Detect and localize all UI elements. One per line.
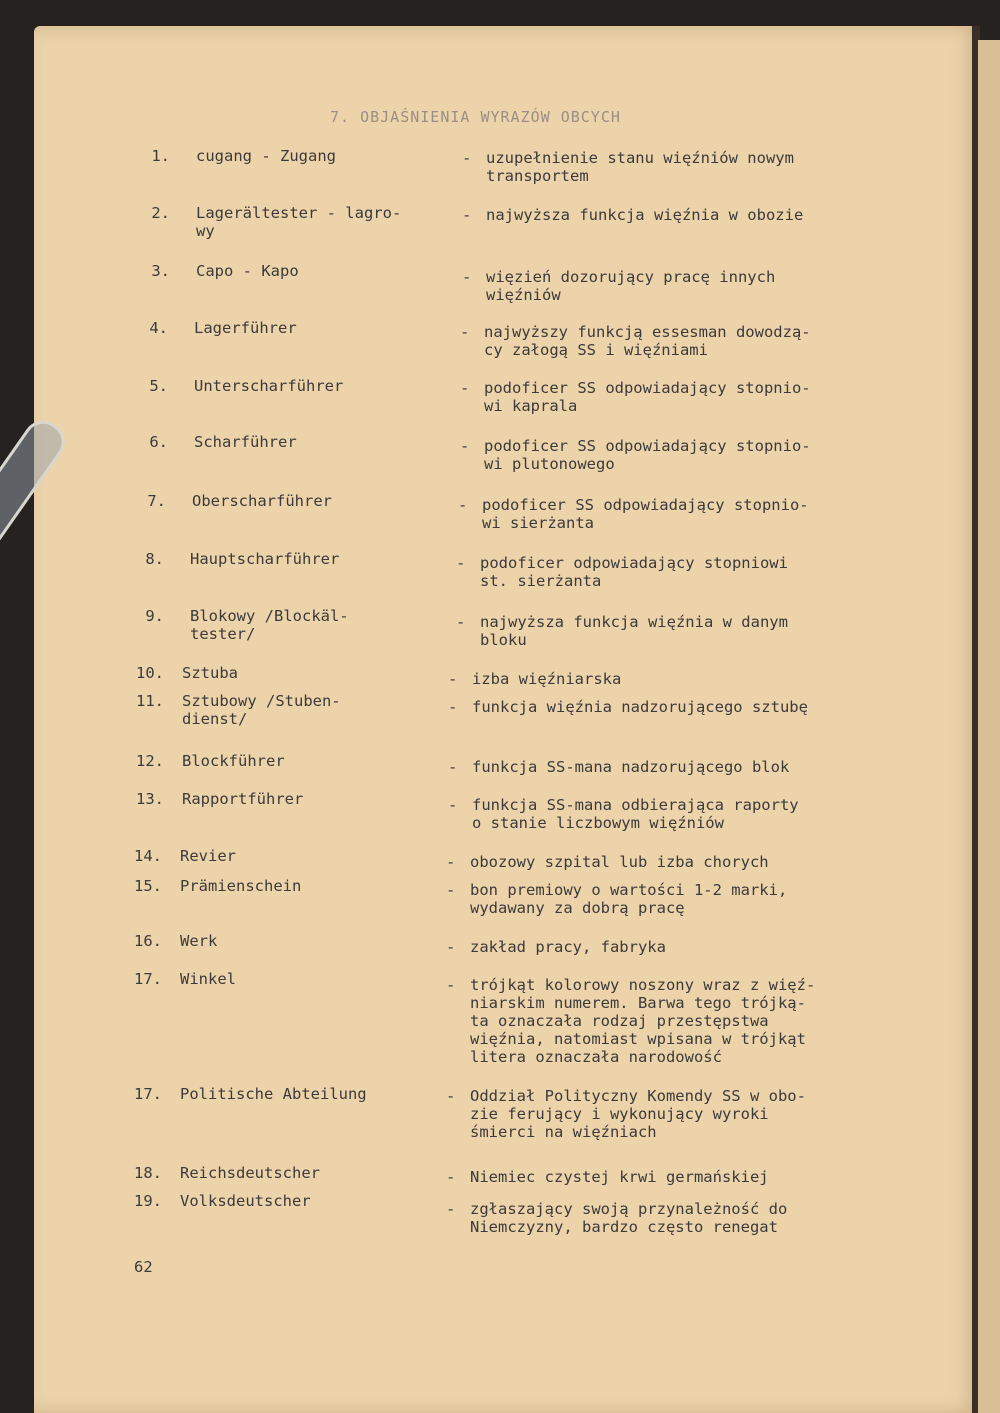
entry-definition: najwyższa funkcja więźnia w obozie: [486, 206, 804, 224]
entry-term: Revier: [180, 847, 236, 865]
entry-dash: -: [462, 268, 472, 286]
entry-term: Winkel: [180, 970, 236, 988]
entry-dash: -: [456, 554, 466, 572]
entry-number: 2.: [151, 204, 170, 222]
entry-number: 5.: [149, 377, 168, 395]
entry-dash: -: [446, 881, 456, 899]
section-title: 7. OBJAŚNIENIA WYRAZÓW OBCYCH: [330, 108, 621, 126]
entry-number: 10.: [136, 664, 164, 682]
entry-definition: podoficer SS odpowiadający stopnio- wi plutonowego: [484, 437, 811, 473]
entry-number: 13.: [136, 790, 164, 808]
entry-definition: podoficer SS odpowiadający stopnio- wi kaprala: [484, 379, 811, 415]
entry-dash: -: [446, 976, 456, 994]
entry-dash: -: [448, 698, 458, 716]
entry-number: 19.: [134, 1192, 162, 1210]
entry-number: 12.: [136, 752, 164, 770]
entry-number: 14.: [134, 847, 162, 865]
entry-term: Blokowy /Blockäl- tester/: [190, 607, 349, 643]
entry-dash: -: [460, 323, 470, 341]
entry-definition: funkcja SS-mana nadzorującego blok: [472, 758, 790, 776]
facing-page-edge: [978, 40, 1000, 1413]
entry-dash: -: [446, 1200, 456, 1218]
entry-term: Oberscharführer: [192, 492, 332, 510]
entry-term: Reichsdeutscher: [180, 1164, 320, 1182]
entry-dash: -: [460, 437, 470, 455]
entry-number: 17.: [134, 1085, 162, 1103]
entry-dash: -: [460, 379, 470, 397]
entry-number: 17.: [134, 970, 162, 988]
entry-dash: -: [458, 496, 468, 514]
entry-definition: trójkąt kolorowy noszony wraz z więź- niarskim numerem. Barwa tego trójką- ta oznaczała rodzaj przestępstwa więźnia, natomiast wpisana w trójkąt litera oznaczała narodowość: [470, 976, 816, 1066]
entry-term: Lagerältester - lagro- wy: [196, 204, 402, 240]
entry-term: Sztubowy /Stuben- dienst/: [182, 692, 341, 728]
entry-number: 9.: [145, 607, 164, 625]
entry-number: 16.: [134, 932, 162, 950]
entry-number: 4.: [149, 319, 168, 337]
entry-definition: Niemiec czystej krwi germańskiej: [470, 1168, 769, 1186]
entry-dash: -: [446, 938, 456, 956]
entry-number: 11.: [136, 692, 164, 710]
entry-term: Lagerführer: [194, 319, 297, 337]
entry-term: Scharführer: [194, 433, 297, 451]
entry-term: Blockführer: [182, 752, 285, 770]
entry-term: Rapportführer: [182, 790, 304, 808]
entry-dash: -: [446, 1168, 456, 1186]
entry-term: Werk: [180, 932, 218, 950]
entry-dash: -: [462, 149, 472, 167]
entry-dash: -: [446, 1087, 456, 1105]
entry-definition: uzupełnienie stanu więźniów nowym transportem: [486, 149, 794, 185]
entry-term: Sztuba: [182, 664, 238, 682]
entry-term: Prämienschein: [180, 877, 302, 895]
entry-definition: więzień dozorujący pracę innych więźniów: [486, 268, 776, 304]
entry-term: Hauptscharführer: [190, 550, 340, 568]
entry-dash: -: [448, 758, 458, 776]
entry-term: Unterscharführer: [194, 377, 344, 395]
entry-term: cugang - Zugang: [196, 147, 336, 165]
entry-term: Volksdeutscher: [180, 1192, 311, 1210]
entry-definition: zgłaszający swoją przynależność do Niemczyzny, bardzo często renegat: [470, 1200, 788, 1236]
page-number: 62: [134, 1258, 153, 1276]
entry-dash: -: [448, 670, 458, 688]
entry-number: 15.: [134, 877, 162, 895]
entry-definition: bon premiowy o wartości 1-2 marki, wydawany za dobrą pracę: [470, 881, 788, 917]
entry-definition: funkcja więźnia nadzorującego sztubę: [472, 698, 808, 716]
entry-definition: najwyższa funkcja więźnia w danym bloku: [480, 613, 788, 649]
entry-number: 3.: [151, 262, 170, 280]
entry-definition: obozowy szpital lub izba chorych: [470, 853, 769, 871]
entry-dash: -: [462, 206, 472, 224]
entry-definition: funkcja SS-mana odbierająca raporty o stanie liczbowym więźniów: [472, 796, 799, 832]
entry-number: 1.: [151, 147, 170, 165]
entry-dash: -: [456, 613, 466, 631]
entry-number: 6.: [149, 433, 168, 451]
entry-dash: -: [446, 853, 456, 871]
entry-number: 8.: [145, 550, 164, 568]
entry-definition: najwyższy funkcją essesman dowodzą- cy załogą SS i więźniami: [484, 323, 811, 359]
entry-definition: zakład pracy, fabryka: [470, 938, 666, 956]
entry-term: Capo - Kapo: [196, 262, 299, 280]
entry-definition: podoficer odpowiadający stopniowi st. sierżanta: [480, 554, 788, 590]
entry-definition: Oddział Polityczny Komendy SS w obo- zie ferujący i wykonujący wyroki śmierci na więźniach: [470, 1087, 806, 1141]
entry-number: 18.: [134, 1164, 162, 1182]
entry-dash: -: [448, 796, 458, 814]
entry-definition: izba więźniarska: [472, 670, 622, 688]
entry-term: Politische Abteilung: [180, 1085, 367, 1103]
entry-definition: podoficer SS odpowiadający stopnio- wi sierżanta: [482, 496, 809, 532]
entry-number: 7.: [147, 492, 166, 510]
